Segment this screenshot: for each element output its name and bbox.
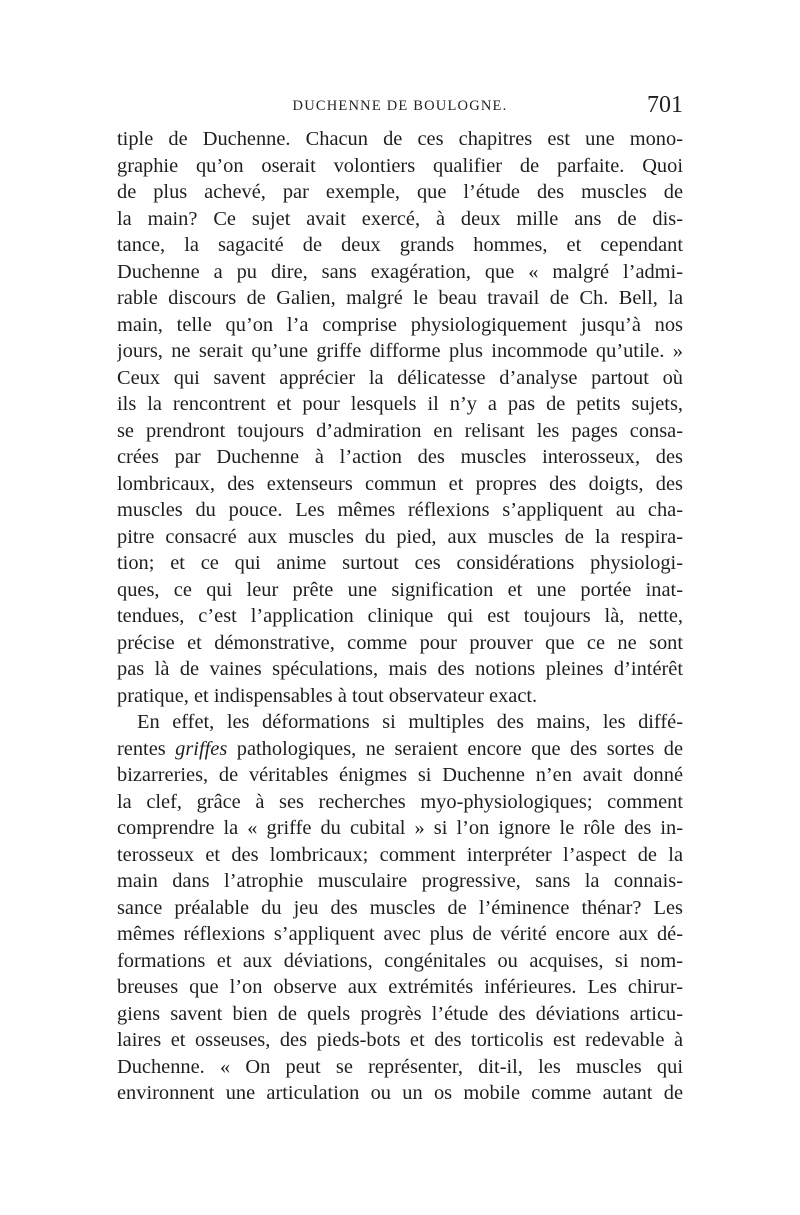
text-line: Duchenne a pu dire, sans exagération, que « malgré l’admi- xyxy=(117,260,683,283)
text-line: précise et démonstrative, comme pour prouver que ce ne sont xyxy=(117,631,683,654)
text-line: se prendront toujours d’admiration en relisant les pages consa- xyxy=(117,419,683,442)
text-line: la clef, grâce à ses recherches myo-physiologiques; comment xyxy=(117,790,683,813)
text-line: pitre consacré aux muscles du pied, aux muscles de la respira- xyxy=(117,525,683,548)
text-line: jours, ne serait qu’une griffe difforme plus incommode qu’utile. » xyxy=(117,340,683,362)
page-number: 701 xyxy=(647,92,683,118)
text-line: main, telle qu’on l’a comprise physiologiquement jusqu’à nos xyxy=(117,313,683,336)
running-title: DUCHENNE DE BOULOGNE. xyxy=(292,98,508,114)
text-line: rable discours de Galien, malgré le beau travail de Ch. Bell, la xyxy=(117,287,683,309)
italic-word: griffes xyxy=(175,737,228,760)
text-line: pas là de vaines spéculations, mais des notions pleines d’intérêt xyxy=(117,658,683,680)
text-line: ques, ce qui leur prête une signification et une portée inat- xyxy=(117,578,683,601)
body-text xyxy=(117,126,683,1107)
text-line: giens savent bien de quels progrès l’étude des déviations articu- xyxy=(117,1002,683,1025)
text-line: rentes griffes pathologiques, ne seraient encore que des sortes de xyxy=(117,737,683,760)
text-line: formations et aux déviations, congénitales ou acquises, si nom- xyxy=(117,949,683,972)
text-line: Ceux qui savent apprécier la délicatesse d’analyse partout où xyxy=(117,366,683,389)
text-line: bizarreries, de véritables énigmes si Duchenne n’en avait donné xyxy=(117,764,683,786)
text-line: breuses que l’on observe aux extrémités inférieures. Les chirur- xyxy=(117,976,683,998)
text-line: comprendre la « griffe du cubital » si l’on ignore le rôle des in- xyxy=(117,817,683,839)
text-line: tance, la sagacité de deux grands hommes, et cependant xyxy=(117,234,683,256)
text-line: Duchenne. « On peut se représenter, dit-il, les muscles qui xyxy=(117,1055,683,1078)
text-line: En effet, les déformations si multiples des mains, les diffé- xyxy=(137,711,683,733)
text-line: tion; et ce qui anime surtout ces considérations physiologi- xyxy=(117,552,683,574)
text-line: main dans l’atrophie musculaire progressive, sans la connais- xyxy=(117,870,683,892)
text-line: muscles du pouce. Les mêmes réflexions s’appliquent au cha- xyxy=(117,499,683,521)
text-line: lombricaux, des extenseurs commun et propres des doigts, des xyxy=(117,472,683,495)
text-line: la main? Ce sujet avait exercé, à deux mille ans de dis- xyxy=(117,207,683,230)
text-line: graphie qu’on oserait volontiers qualifier de parfaite. Quoi xyxy=(117,154,683,177)
text-line: terosseux et des lombricaux; comment interpréter l’aspect de la xyxy=(117,843,683,866)
text-line: sance préalable du jeu des muscles de l’éminence thénar? Les xyxy=(117,896,683,919)
text-line: mêmes réflexions s’appliquent avec plus de vérité encore aux dé- xyxy=(117,923,683,945)
text-line: crées par Duchenne à l’action des muscles interosseux, des xyxy=(117,446,683,468)
text-line: tiple de Duchenne. Chacun de ces chapitres est une mono- xyxy=(117,128,683,150)
text-line: de plus achevé, par exemple, que l’étude des muscles de xyxy=(117,181,683,203)
text-line: laires et osseuses, des pieds-bots et des torticolis est redevable à xyxy=(117,1029,683,1051)
text-line: ils la rencontrent et pour lesquels il n’y a pas de petits sujets, xyxy=(117,393,683,415)
running-head xyxy=(117,92,683,122)
text-line: tendues, c’est l’application clinique qui est toujours là, nette, xyxy=(117,605,683,627)
text-line: pratique, et indispensables à tout observateur exact. xyxy=(117,684,538,707)
text-line: environnent une articulation ou un os mobile comme autant de xyxy=(117,1082,683,1104)
